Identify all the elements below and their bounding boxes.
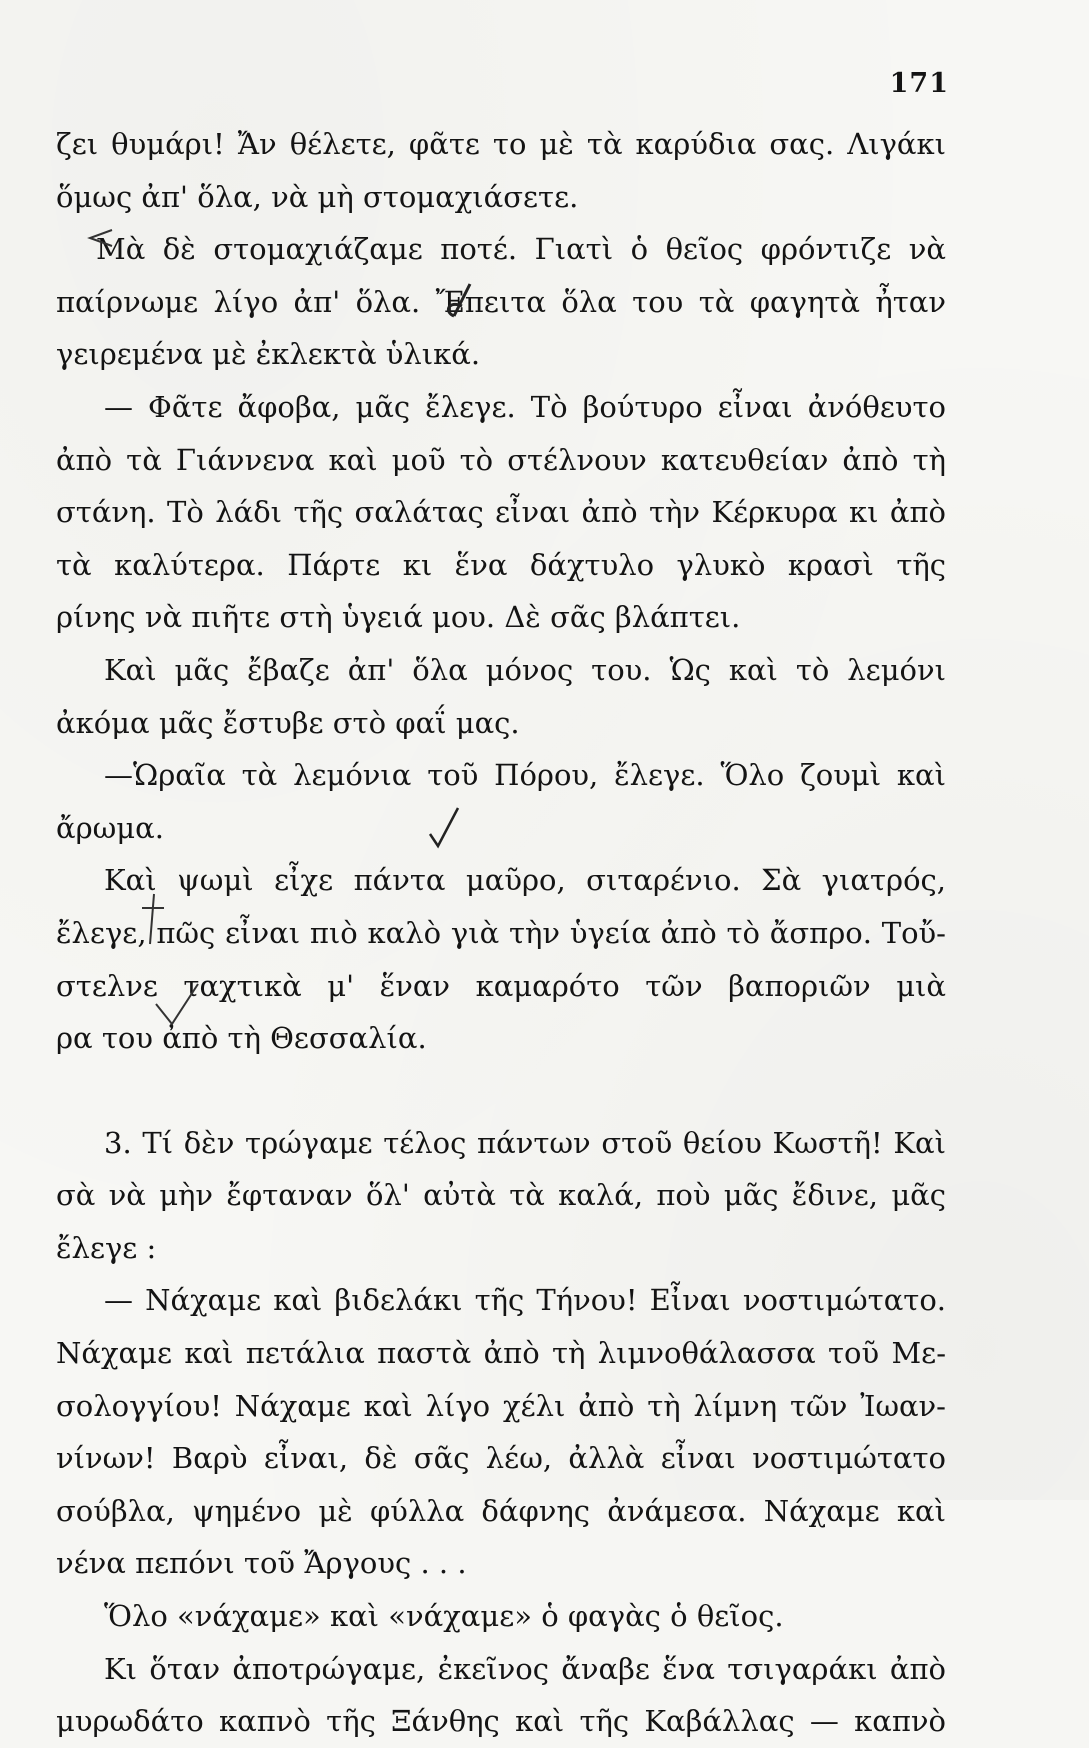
text-line: Κι ὅταν ἀποτρώγαμε, ἐκεῖνος ἄναβε ἕνα τσιγαράκι ἀπὸ <box>104 1651 946 1686</box>
text-line: Καὶ μᾶς ἔβαζε ἀπ' ὅλα μόνος του. Ὡς καὶ τὸ λεμόνι <box>104 652 946 687</box>
text-line: 3. Τί δὲν τρώγαμε τέλος πάντων στοῦ θείου Κωστῆ! Καὶ <box>104 1125 946 1160</box>
text-line: τὰ καλύτερα. Πάρτε κι ἕνα δάχτυλο γλυκὸ κρασὶ τῆς <box>56 547 946 582</box>
text-line: γειρεμένα μὲ ἐκλεκτὰ ὑλικά. <box>56 337 481 372</box>
text-line: στελνε ταχτικὰ μ' ἕναν καμαρότο τῶν βαποριῶν μιὰ <box>56 968 946 1003</box>
text-line: νένα πεπόνι τοῦ Ἄργους . . . <box>56 1546 467 1581</box>
text-line: ἀκόμα μᾶς ἔστυβε στὸ φαΐ μας. <box>56 705 520 740</box>
text-line: νίνων! Βαρὺ εἶναι, δὲ σᾶς λέω, ἀλλὰ εἶναι νοστιμώτατο <box>56 1441 946 1476</box>
section-gap <box>56 1065 946 1117</box>
text-line: ἀπὸ τὰ Γιάννενα καὶ μοῦ τὸ στέλνουν κατευθείαν ἀπὸ τὴ <box>56 442 946 477</box>
text-line: σὰ νὰ μὴν ἔφταναν ὅλ' αὐτὰ τὰ καλά, ποὺ μᾶς ἔδινε, μᾶς <box>56 1178 946 1213</box>
text-line: ρα του ἀπὸ τὴ Θεσσαλία. <box>56 1021 427 1056</box>
text-line: Μὰ δὲ στομαχιάζαμε ποτέ. Γιατὶ ὁ θεῖος φρόντιζε νὰ <box>96 232 946 267</box>
text-line: — Νάχαμε καὶ βιδελάκι τῆς Τήνου! Εἶναι νοστιμώτατο. <box>104 1283 946 1318</box>
text-line: Νάχαμε καὶ πετάλια παστὰ ἀπὸ τὴ λιμνοθάλασσα τοῦ Με- <box>56 1336 946 1371</box>
text-line: ἄρωμα. <box>56 810 164 845</box>
text-line: σούβλα, ψημένο μὲ φύλλα δάφνης ἀνάμεσα. Νάχαμε καὶ <box>56 1493 946 1528</box>
text-line: ἔλεγε, πῶς εἶναι πιὸ καλὸ γιὰ τὴν ὑγεία ἀπὸ τὸ ἄσπρο. Τοὔ- <box>56 915 946 950</box>
text-line: παίρνωμε λίγο ἀπ' ὅλα. Ἔπειτα ὅλα του τὰ φαγητὰ ἦταν <box>56 284 946 319</box>
text-line: στάνη. Τὸ λάδι τῆς σαλάτας εἶναι ἀπὸ τὴν Κέρκυρα κι ἀπὸ <box>56 495 946 530</box>
text-line: Καὶ ψωμὶ εἶχε πάντα μαῦρο, σιταρένιο. Σὰ γιατρός, <box>104 863 946 898</box>
text-line: Ὅλο «νάχαμε» καὶ «νάχαμε» ὁ φαγὰς ὁ θεῖος. <box>104 1599 784 1634</box>
text-line: ἔλεγε : <box>56 1230 157 1265</box>
body-text <box>56 118 946 1748</box>
page-number: 171 <box>889 68 949 99</box>
text-line: μυρωδάτο καπνὸ τῆς Ξάνθης καὶ τῆς Καβάλλας — καπνὸ <box>56 1704 946 1739</box>
text-line: σολογγίου! Νάχαμε καὶ λίγο χέλι ἀπὸ τὴ λίμνη τῶν Ἰωαν- <box>56 1388 946 1423</box>
text-line: ρίνης νὰ πιῆτε στὴ ὑγειά μου. Δὲ σᾶς βλάπτει. <box>56 600 741 635</box>
text-line: ὅμως ἀπ' ὅλα, νὰ μὴ στομαχιάσετε. <box>56 179 579 214</box>
text-line: —Ὡραῖα τὰ λεμόνια τοῦ Πόρου, ἔλεγε. Ὅλο ζουμὶ καὶ <box>104 758 946 793</box>
text-line: ζει θυμάρι! Ἄν θέλετε, φᾶτε το μὲ τὰ καρύδια σας. Λιγάκι <box>56 127 946 161</box>
text-line: — Φᾶτε ἄφοβα, μᾶς ἔλεγε. Τὸ βούτυρο εἶναι ἀνόθευτο <box>104 389 946 424</box>
